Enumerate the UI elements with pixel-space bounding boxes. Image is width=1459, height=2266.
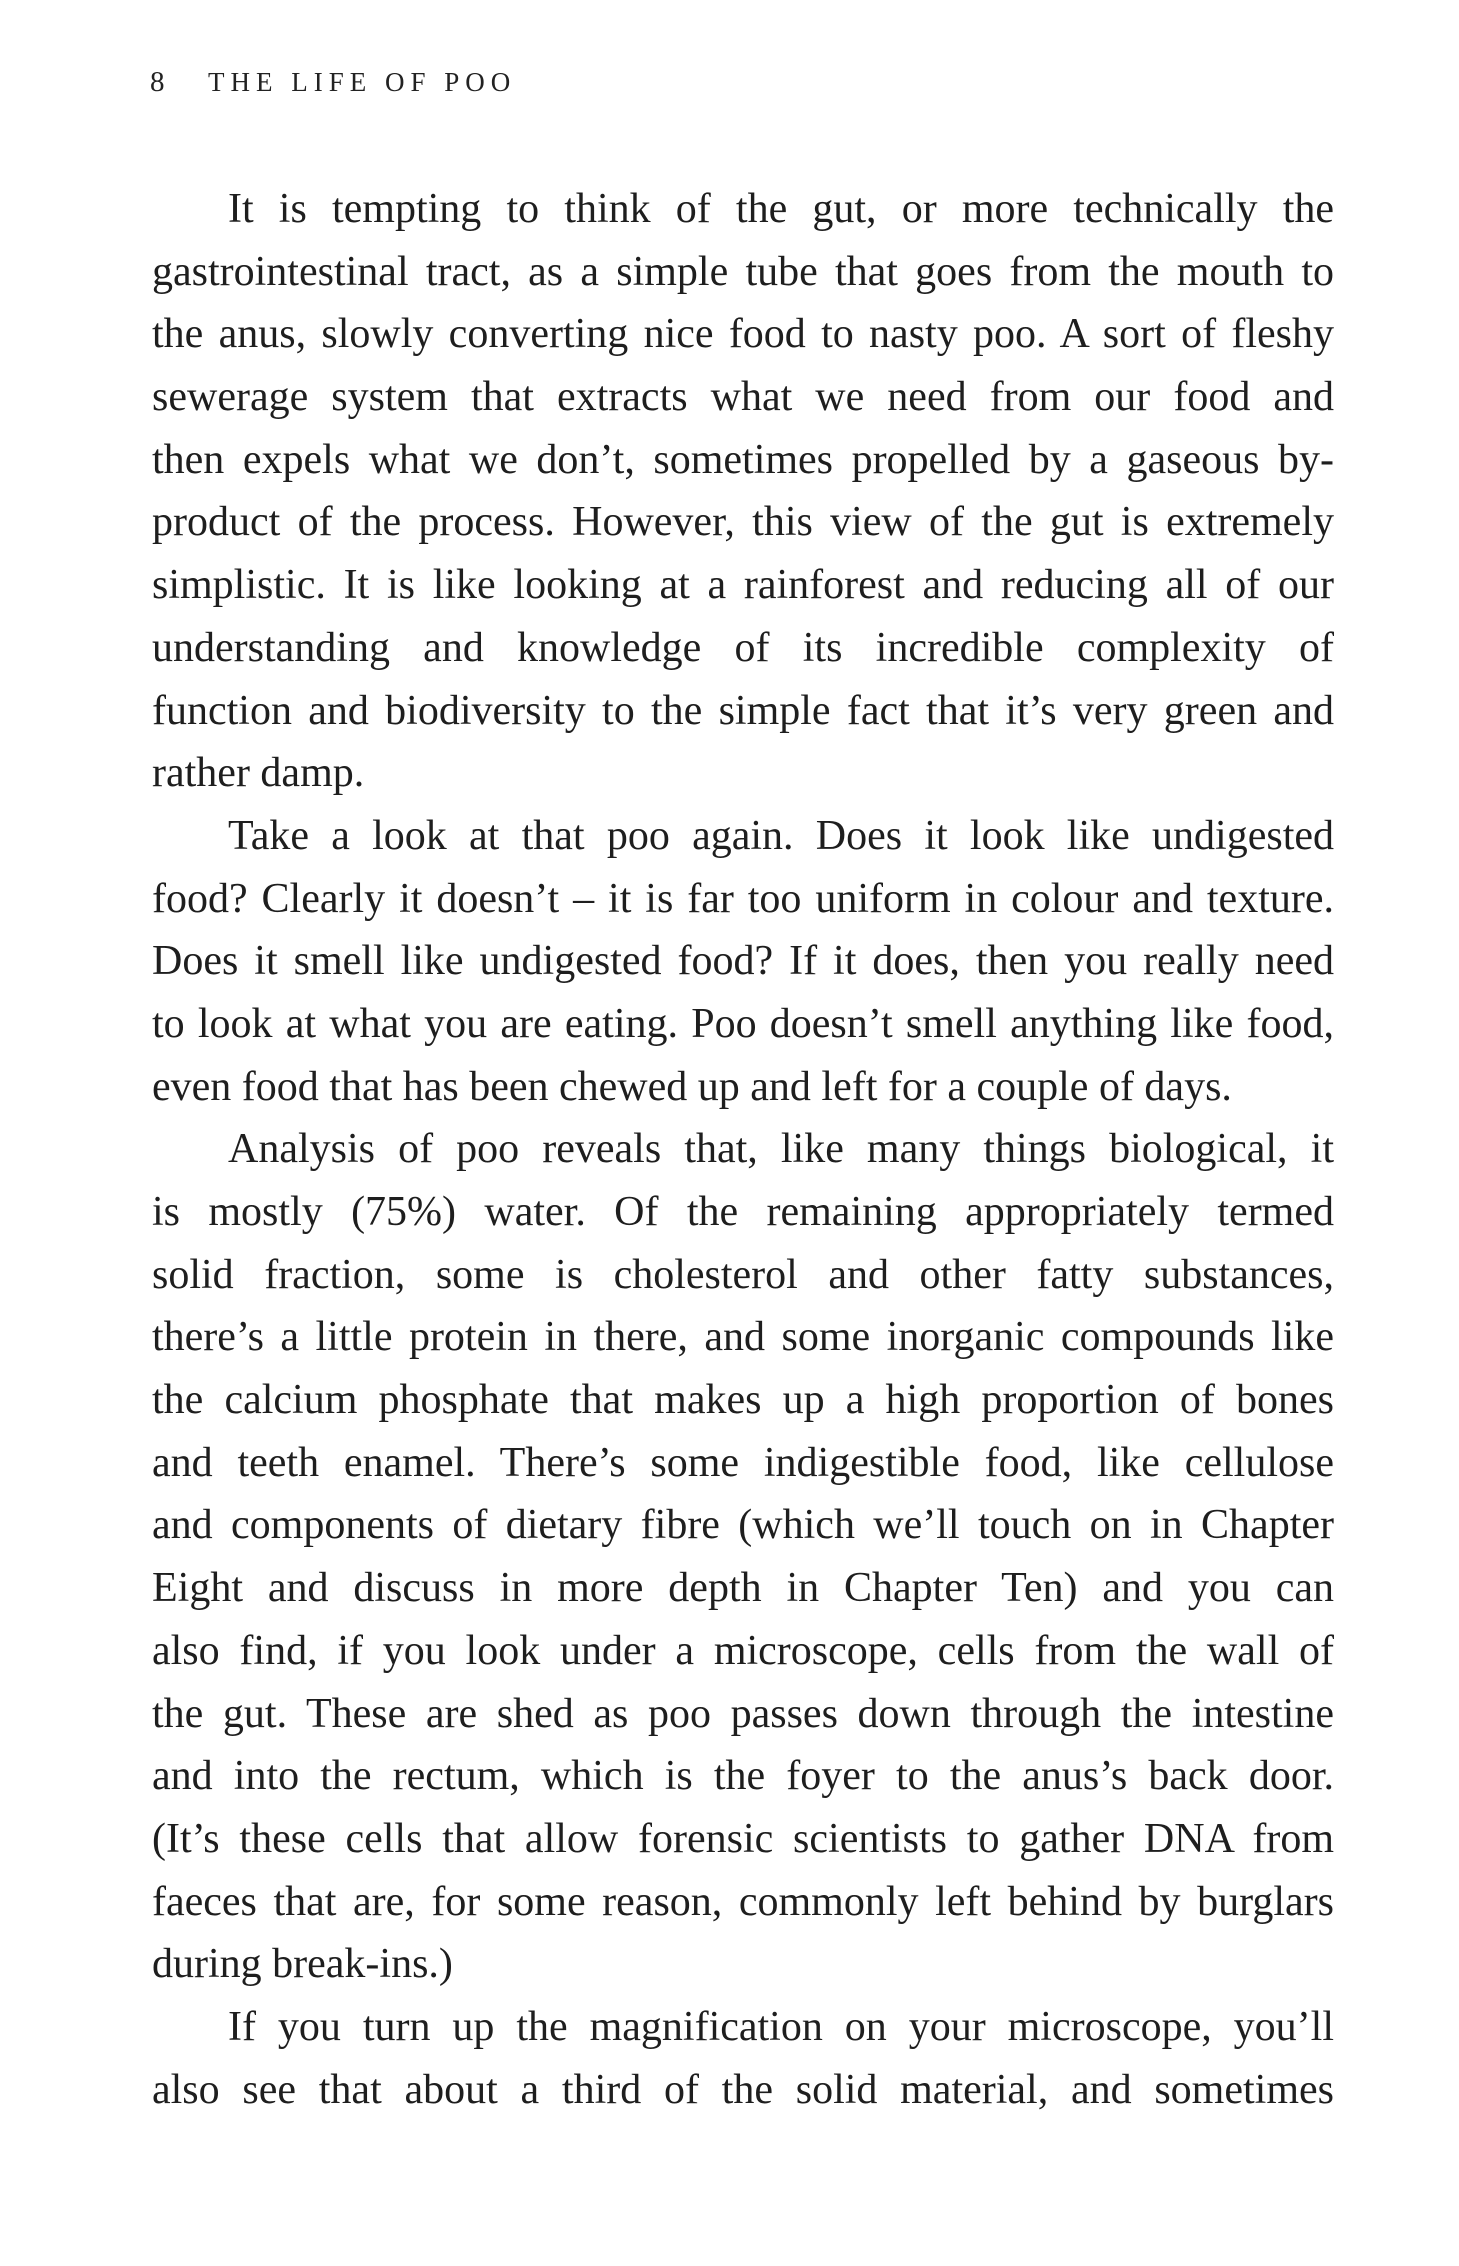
text-line: faeces that are, for some reason, commonly left behind by burglars xyxy=(152,1878,1334,1925)
text-line: food? Clearly it doesn’t – it is far too uniform in colour and texture. xyxy=(152,875,1334,922)
text-line: product of the process. However, this view of the gut is extremely xyxy=(152,499,1334,546)
running-title: THE LIFE OF POO xyxy=(208,67,517,97)
text-line: solid fraction, some is cholesterol and other fatty substances, xyxy=(152,1251,1334,1298)
text-line: function and biodiversity to the simple fact that it’s very green and xyxy=(152,687,1334,734)
text-line: and into the rectum, which is the foyer to the anus’s back door. xyxy=(152,1753,1334,1800)
text-line: the anus, slowly converting nice food to nasty poo. A sort of fleshy xyxy=(152,311,1334,358)
text-line: and components of dietary fibre (which we’ll touch on in Chapter xyxy=(152,1502,1334,1549)
text-line: to look at what you are eating. Poo doesn’t smell anything like food, xyxy=(152,1000,1334,1047)
text-line: (It’s these cells that allow forensic scientists to gather DNA from xyxy=(152,1815,1334,1862)
text-line: Take a look at that poo again. Does it look like undigested xyxy=(228,812,1334,859)
text-line: It is tempting to think of the gut, or more technically the xyxy=(228,186,1334,232)
text-line: If you turn up the magnification on your microscope, you’ll xyxy=(228,2003,1334,2050)
text-line: the calcium phosphate that makes up a high proportion of bones xyxy=(152,1377,1334,1424)
running-header xyxy=(150,66,1309,106)
text-line: Does it smell like undigested food? If it does, then you really need xyxy=(152,938,1334,985)
text-line: is mostly (75%) water. Of the remaining appropriately termed xyxy=(152,1189,1334,1235)
text-line: also find, if you look under a microscope, cells from the wall of xyxy=(152,1627,1334,1674)
text-line: sewerage system that extracts what we need from our food and xyxy=(152,374,1334,421)
text-line: simplistic. It is like looking at a rainforest and reducing all of our xyxy=(152,562,1334,609)
text-line: then expels what we don’t, sometimes propelled by a gaseous by- xyxy=(152,436,1334,483)
text-line: even food that has been chewed up and left for a couple of days. xyxy=(152,1063,1232,1110)
text-line: and teeth enamel. There’s some indigestible food, like cellulose xyxy=(152,1439,1334,1486)
text-line: understanding and knowledge of its incredible complexity of xyxy=(152,624,1334,671)
text-line: rather damp. xyxy=(152,750,365,797)
body-text xyxy=(152,178,1334,2121)
text-line: during break-ins.) xyxy=(152,1941,453,1988)
page-number: 8 xyxy=(150,66,165,98)
text-line: Analysis of poo reveals that, like many things biological, it xyxy=(228,1126,1334,1173)
text-line: the gut. These are shed as poo passes down through the intestine xyxy=(152,1690,1334,1737)
text-line: there’s a little protein in there, and some inorganic compounds like xyxy=(152,1314,1334,1361)
text-line: also see that about a third of the solid material, and sometimes xyxy=(152,2066,1334,2113)
text-line: Eight and discuss in more depth in Chapter Ten) and you can xyxy=(152,1565,1334,1612)
text-line: gastrointestinal tract, as a simple tube that goes from the mouth to xyxy=(152,248,1334,295)
